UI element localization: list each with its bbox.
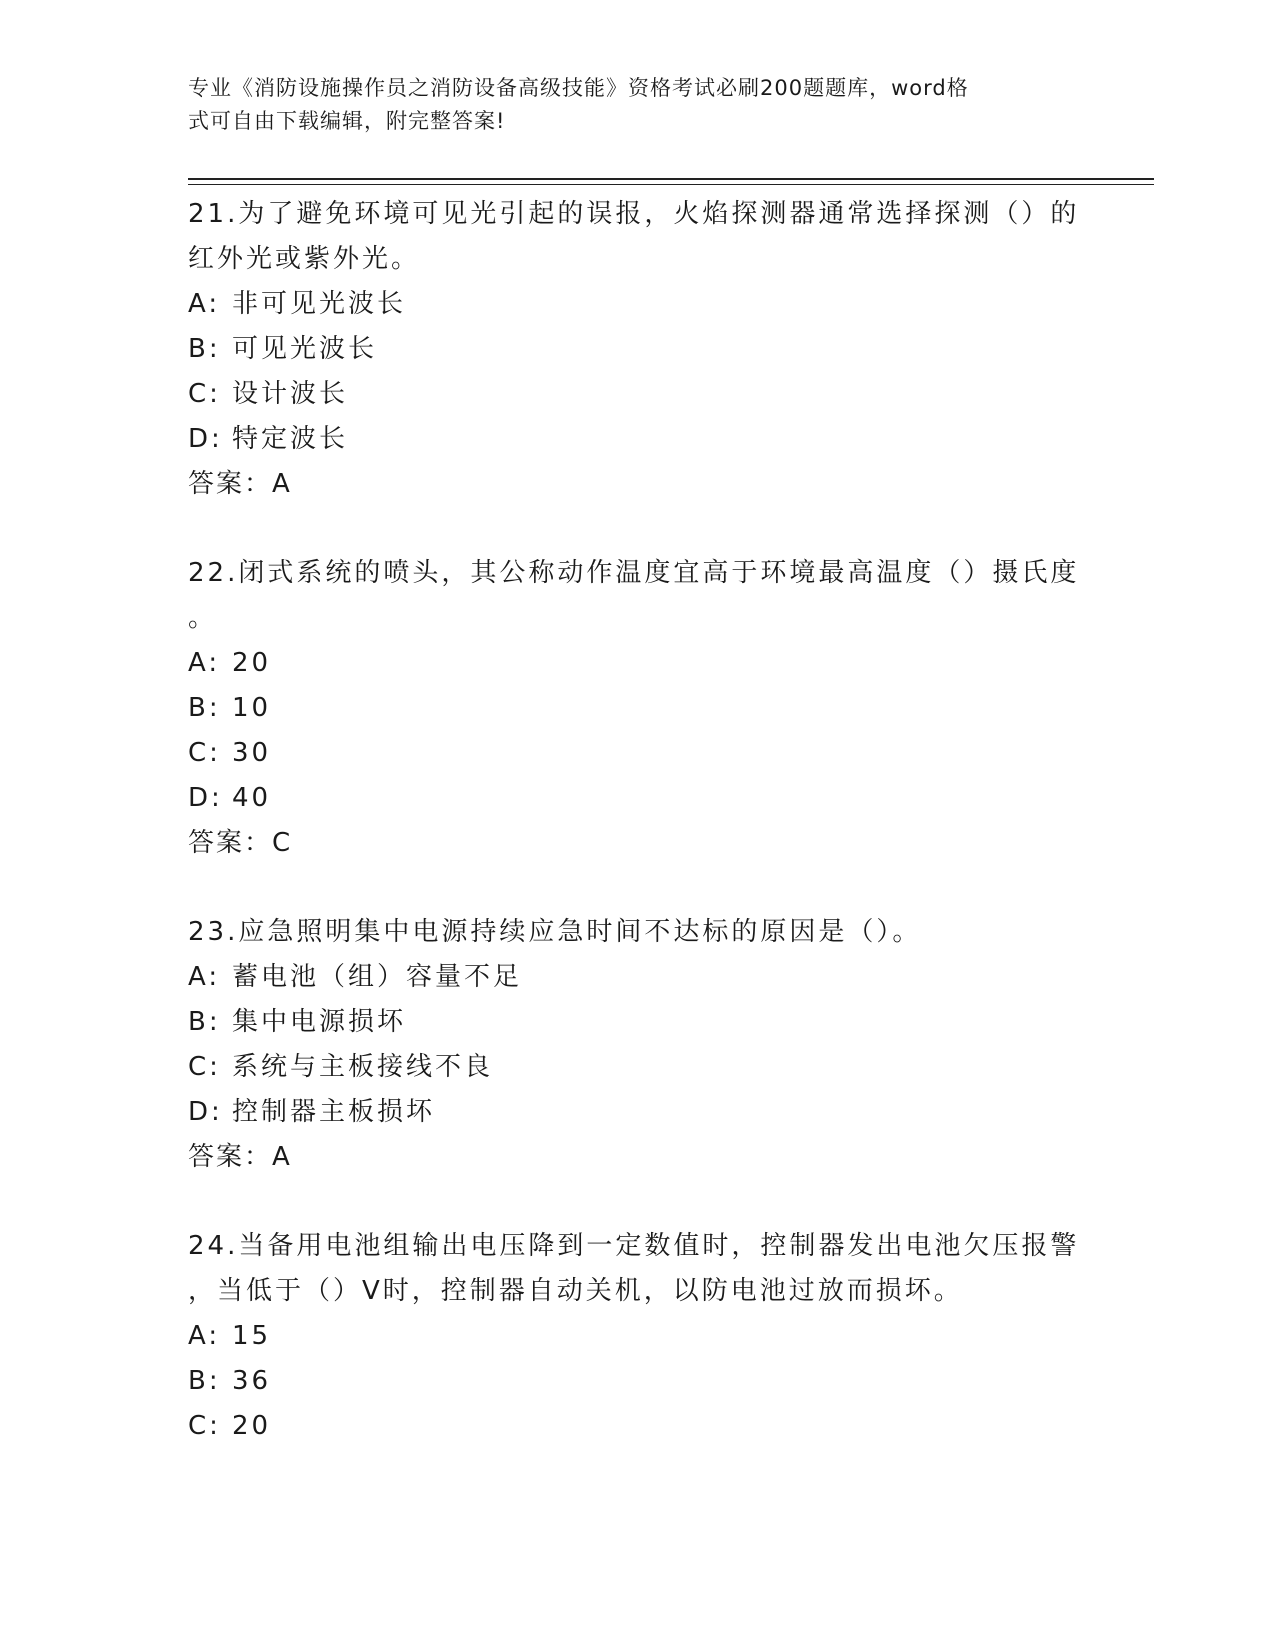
option-text: 设计波长 [232, 379, 349, 409]
option-letter: A: [188, 289, 221, 319]
option-letter: B: [188, 693, 221, 723]
option-text: 20 [232, 648, 272, 678]
option-d [188, 417, 1088, 462]
option-text: 10 [232, 693, 272, 723]
question-stem-line: 21.为了避免环境可见光引起的误报，火焰探测器通常选择探测（）的 [188, 199, 1080, 229]
option-c [188, 372, 1088, 417]
header-line-2: 式可自由下载编辑，附完整答案! [188, 109, 506, 133]
option-letter: A: [188, 1321, 221, 1351]
question-stem [188, 192, 1088, 282]
option-text: 特定波长 [232, 424, 349, 454]
header-divider-thick [188, 178, 1154, 180]
option-letter: B: [188, 1366, 221, 1396]
option-c [188, 1045, 1088, 1090]
question-stem [188, 1224, 1088, 1314]
option-text: 控制器主板损坏 [232, 1097, 436, 1127]
option-text: 40 [232, 783, 272, 813]
option-text: 30 [232, 738, 272, 768]
option-b [188, 1000, 1088, 1045]
question-22 [188, 551, 1088, 866]
option-a [188, 1314, 1088, 1359]
option-text: 系统与主板接线不良 [232, 1052, 494, 1082]
option-text: 非可见光波长 [232, 289, 407, 319]
question-stem-line: ，当低于（）V时，控制器自动关机，以防电池过放而损坏。 [188, 1276, 963, 1306]
question-24 [188, 1224, 1088, 1449]
option-text: 20 [232, 1411, 272, 1441]
option-letter: A: [188, 648, 221, 678]
option-text: 15 [232, 1321, 272, 1351]
question-21 [188, 192, 1088, 507]
question-stem-line: 23.应急照明集中电源持续应急时间不达标的原因是（）。 [188, 917, 922, 947]
document-header [188, 72, 1068, 138]
option-a [188, 641, 1088, 686]
question-stem-line: 22.闭式系统的喷头，其公称动作温度宜高于环境最高温度（）摄氏度 [188, 558, 1080, 588]
option-letter: C: [188, 379, 221, 409]
question-stem-line: 。 [188, 603, 218, 633]
option-letter: C: [188, 738, 221, 768]
question-stem [188, 551, 1088, 641]
option-letter: B: [188, 334, 221, 364]
option-c [188, 1404, 1088, 1449]
question-stem-line: 24.当备用电池组输出电压降到一定数值时，控制器发出电池欠压报警 [188, 1231, 1080, 1261]
option-d [188, 1090, 1088, 1135]
option-b [188, 327, 1088, 372]
answer-line: 答案：C [188, 828, 293, 858]
option-text: 蓄电池（组）容量不足 [232, 962, 523, 992]
option-letter: C: [188, 1052, 221, 1082]
answer-line: 答案：A [188, 1142, 292, 1172]
question-23 [188, 910, 1088, 1180]
option-letter: D: [188, 1097, 223, 1127]
option-letter: A: [188, 962, 221, 992]
question-stem [188, 910, 1088, 955]
question-list [188, 192, 1088, 1493]
option-b [188, 1359, 1088, 1404]
option-c [188, 731, 1088, 776]
header-line-1: 专业《消防设施操作员之消防设备高级技能》资格考试必刷200题题库，word格 [188, 76, 969, 100]
option-text: 可见光波长 [232, 334, 378, 364]
option-text: 36 [232, 1366, 272, 1396]
option-letter: B: [188, 1007, 221, 1037]
option-text: 集中电源损坏 [232, 1007, 407, 1037]
question-stem-line: 红外光或紫外光。 [188, 244, 421, 274]
header-divider-thin [188, 184, 1154, 185]
option-a [188, 955, 1088, 1000]
option-letter: C: [188, 1411, 221, 1441]
option-d [188, 776, 1088, 821]
option-letter: D: [188, 783, 223, 813]
answer-line: 答案：A [188, 469, 292, 499]
option-b [188, 686, 1088, 731]
option-a [188, 282, 1088, 327]
option-letter: D: [188, 424, 223, 454]
